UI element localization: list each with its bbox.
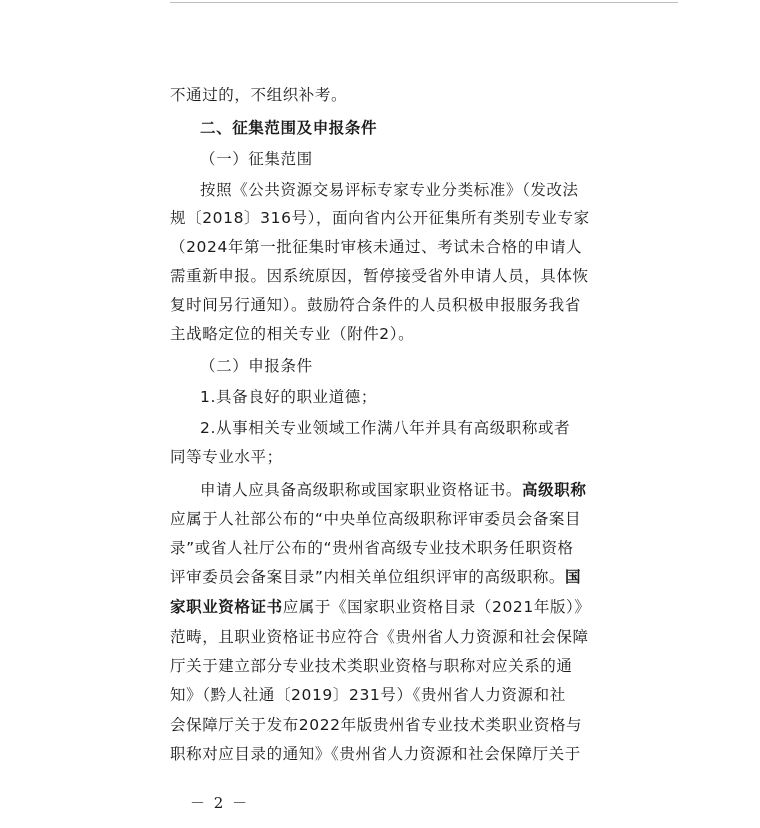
text-line: 范畴，且职业资格证书应符合《贵州省人力资源和社会保障 [170,628,589,646]
subsection-heading: （二）申报条件 [200,357,313,375]
text-line: 不通过的，不组织补考。 [170,86,348,104]
text-line: 家职业资格证书应属于《国家职业资格目录（2021年版）》 [170,598,591,616]
text-line: 按照《公共资源交易评标专家专业分类标准》（发改法 [200,181,579,199]
bold-term: 高级职称 [522,481,587,499]
subsection-heading: （一）征集范围 [200,150,313,168]
text-line: 评审委员会备案目录”内相关单位组织评审的高级职称。国 [170,568,582,586]
bold-term: 家职业资格证书 [170,598,283,616]
text-line: 厅关于建立部分专业技术类职业资格与职称对应关系的通 [170,657,573,675]
text-line: 知》（黔人社通〔2019〕231号）《贵州省人力资源和社 [170,686,566,704]
text-line: 申请人应具备高级职称或国家职业资格证书。高级职称 [200,481,587,499]
section-heading: 二、征集范围及申报条件 [200,119,378,137]
text-line: 职称对应目录的通知》《贵州省人力资源和社会保障厅关于 [170,745,581,763]
text-line: 需重新申报。因系统原因，暂停接受省外申请人员，具体恢 [170,267,589,285]
text-line: （2024年第一批征集时审核未通过、考试未合格的申请人 [170,238,583,256]
page-number: － 2 － [190,794,250,812]
list-item: 2.从事相关专业领域工作满八年并具有高级职称或者 [200,419,571,437]
text-line: 主战略定位的相关专业（附件2）。 [170,325,415,343]
text-line: 同等专业水平； [170,448,283,466]
list-item: 1.具备良好的职业道德； [200,388,377,406]
text-line: 复时间另行通知）。鼓励符合条件的人员积极申报服务我省 [170,296,581,314]
text-line: 规〔2018〕316号），面向省内公开征集所有类别专业专家 [170,209,590,227]
text-line: 录”或省人社厅公布的“贵州省高级专业技术职务任职资格 [170,539,574,557]
top-border-line [170,2,678,3]
text-line: 应属于人社部公布的“中央单位高级职称评审委员会备案目 [170,510,582,528]
bold-term: 国 [565,568,582,586]
text-line: 会保障厅关于发布2022年版贵州省专业技术类职业资格与 [170,716,583,734]
